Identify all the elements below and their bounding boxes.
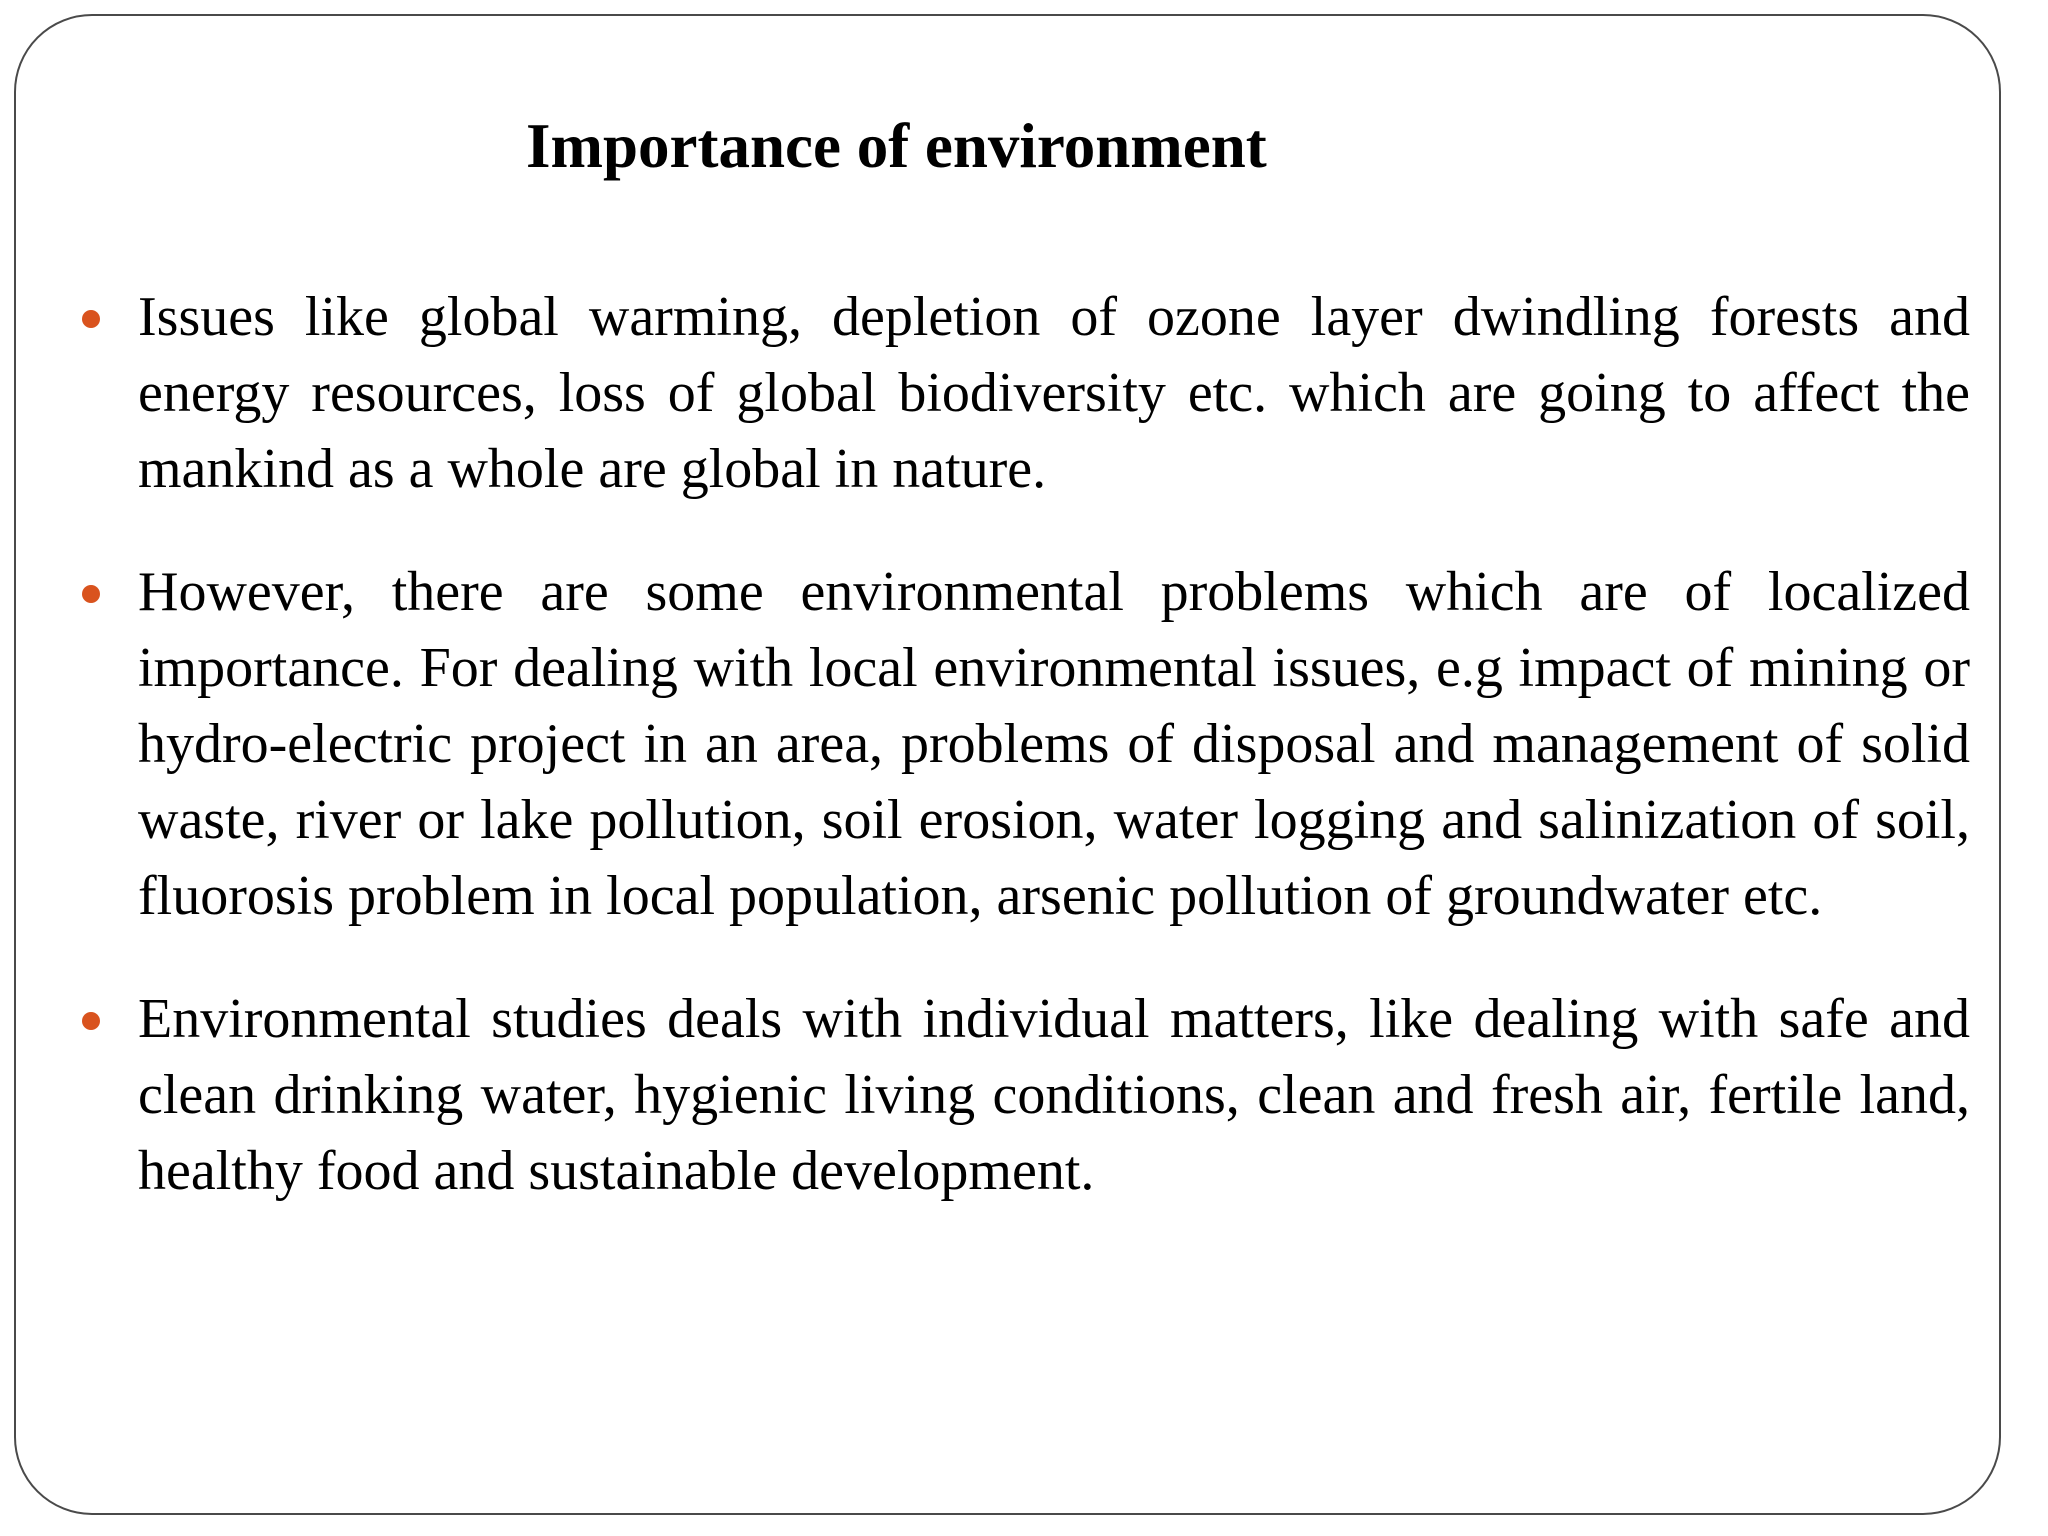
slide-title: Importance of environment — [526, 111, 1267, 181]
bullet-dot-icon — [82, 310, 100, 328]
bullet-item-environmental-studies — [138, 981, 1970, 1209]
bullet-item-global-issues — [138, 279, 1970, 507]
bullet-text: Issues like global warming, depletion of ozone layer dwindling forests and energy resources, loss of global biodiversity etc. which are going to affect the mankind as a whole are global in nature. — [138, 286, 1970, 500]
bullet-text: However, there are some environmental problems which are of localized importance. For dealing with local environmental issues, e.g impact of mining or hydro-electric project in an area, problems of disposal and management of solid waste, river or lake pollution, soil erosion, water logging and salinization of soil, fluorosis problem in local population, arsenic pollution of groundwater etc. — [138, 561, 1970, 927]
bullet-text: Environmental studies deals with individual matters, like dealing with safe and clean drinking water, hygienic living conditions, clean and fresh air, fertile land, healthy food and sustainable development. — [138, 988, 1970, 1202]
bullet-dot-icon — [82, 1012, 100, 1030]
bullet-list — [138, 279, 1970, 1256]
bullet-item-local-problems — [138, 554, 1970, 934]
bullet-dot-icon — [82, 585, 100, 603]
